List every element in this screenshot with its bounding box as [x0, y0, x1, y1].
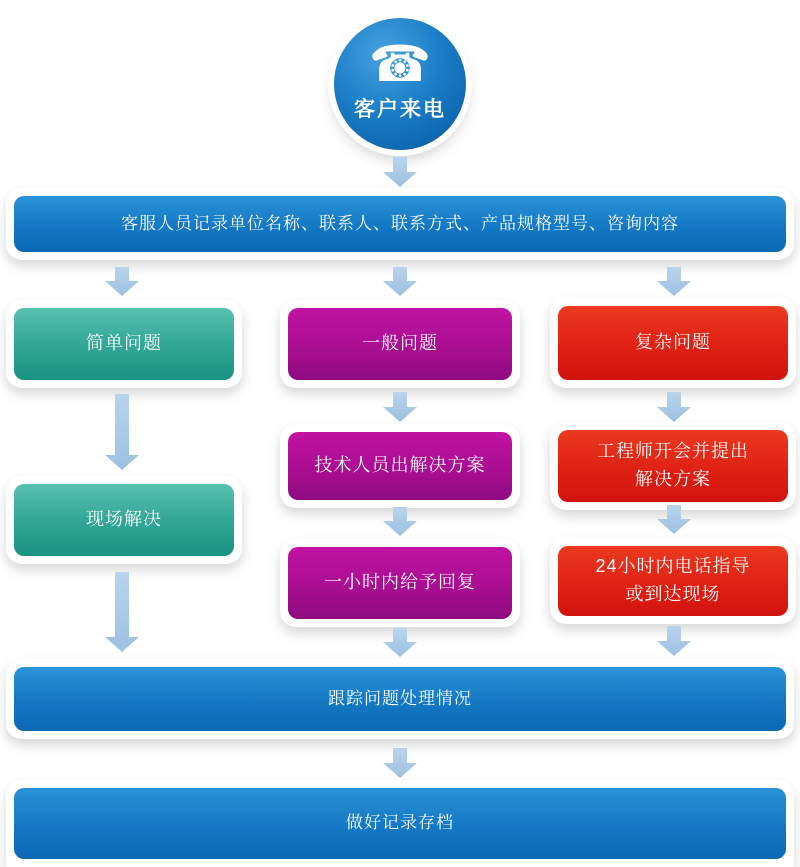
down-arrow	[383, 392, 417, 422]
step-archive-records-label: 做好记录存档	[346, 813, 454, 833]
down-arrow	[105, 267, 139, 296]
step-tech-solution	[280, 424, 520, 508]
step-reply-one-hour-label: 一小时内给予回复	[324, 572, 476, 593]
step-track-progress-label: 跟踪问题处理情况	[328, 688, 472, 708]
start-node-label: 客户来电	[354, 98, 446, 121]
step-phone-guidance	[550, 538, 796, 624]
step-simple-problem-label: 简单问题	[86, 333, 162, 354]
down-arrow	[657, 267, 691, 296]
down-arrow	[383, 157, 417, 187]
down-arrow	[105, 394, 139, 470]
down-arrow	[383, 267, 417, 296]
step-record-info	[6, 188, 794, 260]
step-complex-problem-label: 复杂问题	[635, 332, 711, 353]
step-general-problem	[280, 300, 520, 388]
step-engineer-meeting	[550, 422, 796, 510]
step-complex-problem	[550, 298, 796, 388]
step-track-progress	[6, 659, 794, 739]
down-arrow	[105, 572, 139, 652]
step-record-info-label: 客服人员记录单位名称、联系人、联系方式、产品规格型号、咨询内容	[121, 213, 679, 233]
down-arrow	[657, 626, 691, 656]
down-arrow	[383, 748, 417, 778]
step-phone-guidance-line2: 或到达现场	[625, 584, 721, 604]
step-phone-guidance-line1: 24小时内电话指导	[595, 556, 751, 577]
telephone-icon: ☎	[368, 36, 432, 92]
down-arrow	[383, 628, 417, 657]
step-onsite-solve	[6, 476, 242, 564]
step-tech-solution-label: 技术人员出解决方案	[314, 455, 486, 476]
start-node-customer-call	[334, 18, 466, 150]
step-general-problem-label: 一般问题	[362, 333, 438, 354]
down-arrow	[657, 392, 691, 422]
step-engineer-meeting-line2: 解决方案	[635, 469, 711, 489]
down-arrow	[383, 507, 417, 536]
step-engineer-meeting-line1: 工程师开会并提出	[597, 441, 749, 462]
step-archive-records	[6, 780, 794, 867]
step-onsite-solve-label: 现场解决	[86, 509, 162, 530]
step-simple-problem	[6, 300, 242, 388]
step-reply-one-hour	[280, 539, 520, 627]
